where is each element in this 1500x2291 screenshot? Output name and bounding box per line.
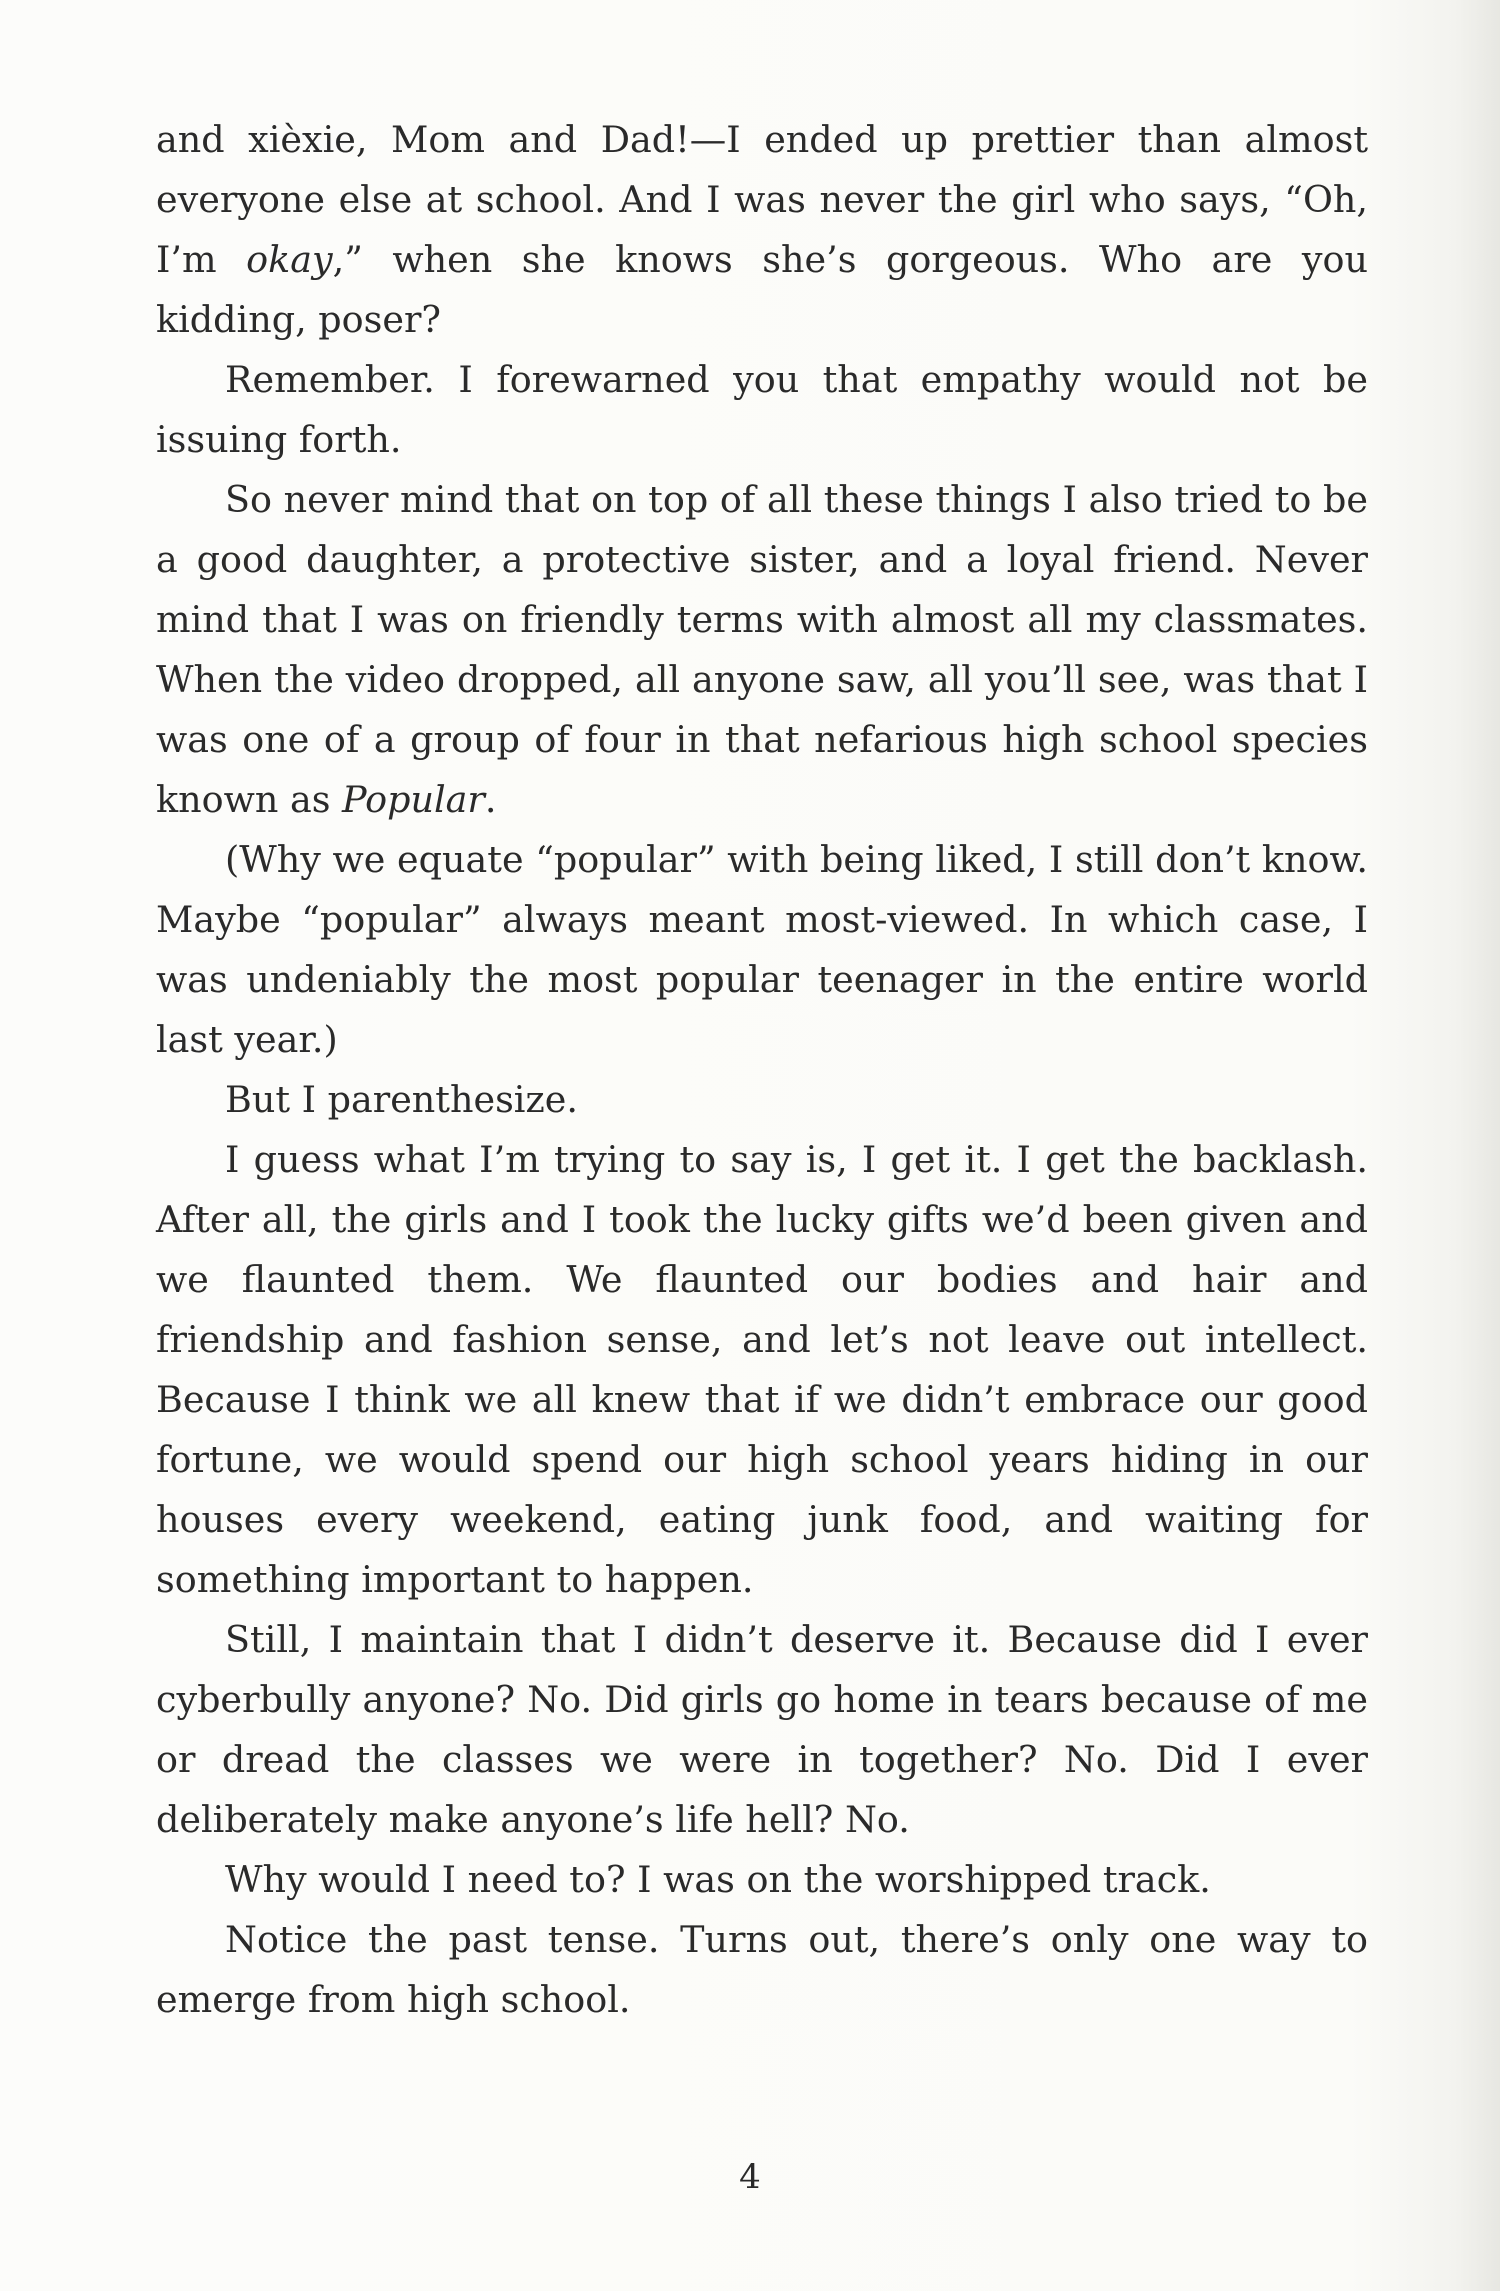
- paragraph-7: Still, I maintain that I didn’t deserve it. Because did I ever cyberbully anyone? No. Did girls go home in tears because of me or dread the classes we were in together? No. Did I ever deliberately make anyone’s life hell? No.: [156, 1618, 1368, 1841]
- paragraph-2: Remember. I forewarned you that empathy would not be issuing forth.: [156, 358, 1368, 461]
- paragraph-8: Why would I need to? I was on the worshipped track.: [225, 1858, 1211, 1901]
- paragraph-3: So never mind that on top of all these things I also tried to be a good daughter, a protective sister, and a loyal friend. Never mind that I was on friendly terms with almost all my classmates. When the video dropped, all anyone saw, all you’ll see, was that I was one of a group of four in that nefarious high school species known as Popular.: [156, 478, 1368, 821]
- paragraph-6: I guess what I’m trying to say is, I get it. I get the backlash. After all, the girls and I took the lucky gifts we’d been given and we flaunted them. We flaunted our bodies and hair and friendship and fashion sense, and let’s not leave out intellect. Because I think we all knew that if we didn’t embrace our good fortune, we would spend our high school years hiding in our houses every weekend, eating junk food, and waiting for something important to happen.: [156, 1138, 1368, 1601]
- paragraph-4: (Why we equate “popular” with being liked, I still don’t know. Maybe “popular” always meant most-viewed. In which case, I was undeniably the most popular teenager in the entire world last year.): [156, 838, 1368, 1061]
- page-number: 4: [739, 2157, 761, 2197]
- emphasis-popular: Popular: [342, 778, 485, 821]
- paragraph-1: and xièxie, Mom and Dad!—I ended up prettier than almost everyone else at school. And I was never the girl who says, “Oh, I’m okay,” when she knows she’s gorgeous. Who are you kidding, poser?: [156, 118, 1368, 341]
- emphasis-okay: okay: [246, 238, 333, 281]
- body-text: [156, 110, 1368, 2030]
- paragraph-5: But I parenthesize.: [225, 1078, 578, 1121]
- paragraph-9: Notice the past tense. Turns out, there’s only one way to emerge from high school.: [156, 1918, 1368, 2021]
